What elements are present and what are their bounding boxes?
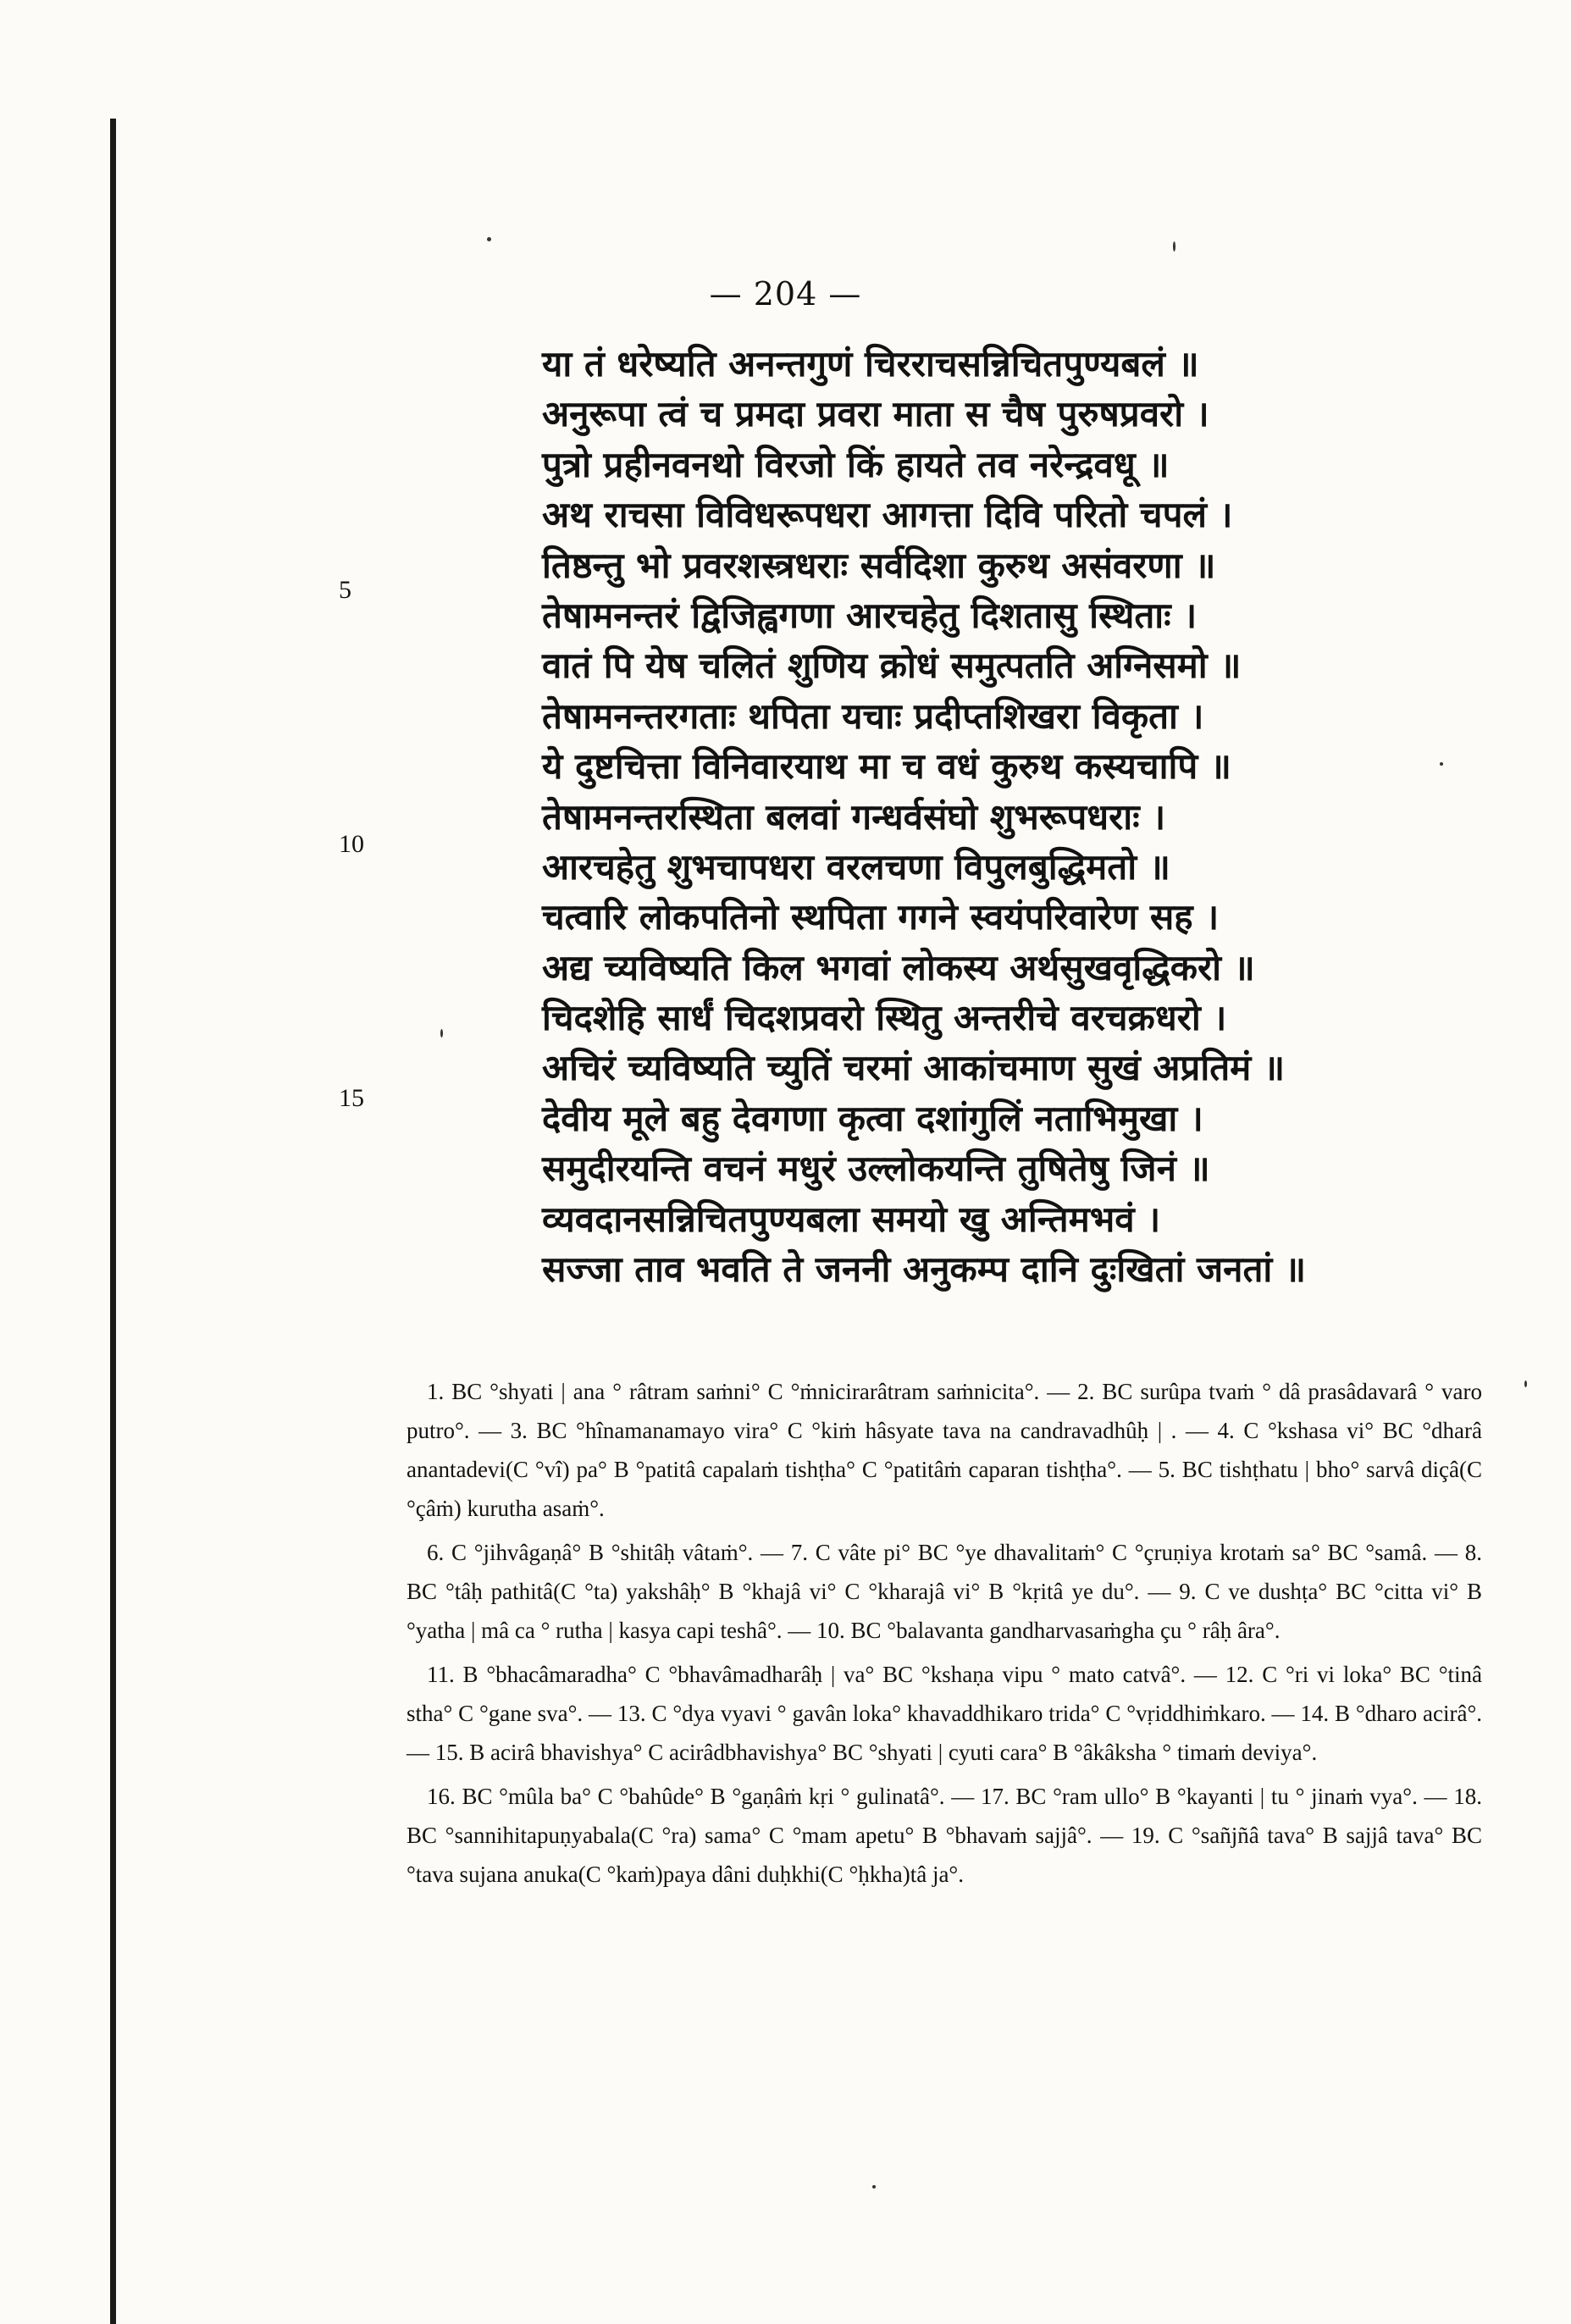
verse-line: अनुरूपा त्वं च प्रमदा प्रवरा माता स चैष पुरुषप्रवरो ।	[542, 393, 1209, 435]
verse-line: या तं धरेष्यति अनन्तगुणं चिरराचसन्निचितपुण्यबलं ॥	[542, 343, 1199, 385]
binding-gutter-line	[110, 119, 116, 2324]
verse-line: चिदशेहि सार्धं चिदशप्रवरो स्थितु अन्तरीचे वरचक्रधरो ।	[542, 997, 1227, 1039]
line-number-marker: 15	[339, 1084, 364, 1112]
verse-line: सज्जा ताव भवति ते जननी अनुकम्प दानि दुःखितां जनतां ॥	[542, 1248, 1307, 1291]
scan-speck	[1524, 1381, 1527, 1387]
verse-line: चत्वारि लोकपतिनो स्थपिता गगने स्वयंपरिवारेण सह ।	[542, 896, 1220, 938]
verse-line: अथ राचसा विविधरूपधरा आगत्ता दिवि परितो चपलं ।	[542, 494, 1233, 536]
verse-line: तेषामनन्तरं द्विजिह्वगणा आरचहेतु दिशतासु स्थिताः ।	[542, 594, 1198, 636]
page-number: — 204 —	[709, 275, 862, 313]
scan-speck	[872, 2185, 876, 2188]
verse-line: ये दुष्टचित्ता विनिवारयाथ मा च वधं कुरुथ कस्यचापि ॥	[542, 745, 1231, 788]
line-number-marker: 10	[339, 830, 364, 858]
verse-line: तेषामनन्तरस्थिता बलवां गन्धर्वसंघो शुभरूपधराः ।	[542, 795, 1166, 838]
footnote-paragraph: 11. B °bhacâmaradha° C °bhavâmadharâḥ | va° BC °kshaṇa vipu ° mato catvâ°. — 12. C °ri vi loka° BC °tinâ stha° C °gane sva°. — 13. C °dya vyavi ° gavân loka° khavaddhikaro trida° C °vṛiddhiṁkaro. — 14. B °dharo acirâ°. — 15. B acirâ bhavishya° C acirâdbhavishya° BC °shyati | cyuti cara° B °âkâksha ° timaṁ deviya°.	[407, 1662, 1482, 1765]
footnote-paragraph: 1. BC °shyati | ana ° râtram saṁni° C °ṁnicirarâtram saṁnicita°. — 2. BC surûpa tvaṁ ° dâ prasâdavarâ ° varo putro°. — 3. BC °hînamanamayo vira° C °kiṁ hâsyate tava na candravadhûḥ | . — 4. C °kshasa vi° BC °dharâ anantadevi(C °vî) pa° B °patitâ capalaṁ tishṭha° C °patitâṁ caparan tishṭha°. — 5. BC tishṭhatu | bho° sarvâ diçâ(C °çâṁ) kurutha asaṁ°.	[407, 1379, 1482, 1521]
scan-speck	[1173, 241, 1175, 252]
verse-line: तिष्ठन्तु भो प्रवरशस्त्रधराः सर्वदिशा कुरुथ असंवरणा ॥	[542, 544, 1216, 586]
footnote-paragraph: 6. C °jihvâgaṇâ° B °shitâḥ vâtaṁ°. — 7. C vâte pi° BC °ye dhavalitaṁ° C °çruṇiya krotaṁ sa° BC °samâ. — 8. BC °tâḥ pathitâ(C °ta) yakshâḥ° B °khajâ vi° C °kharajâ vi° B °kṛitâ ye du°. — 9. C ve dushṭa° BC °citta vi° B °yatha | mâ ca ° rutha | kasya capi teshâ°. — 10. BC °balavanta gandharvasaṁgha çu ° râḥ âra°.	[407, 1540, 1482, 1643]
scan-speck	[440, 1029, 443, 1038]
verse-line: व्यवदानसन्निचितपुण्यबला समयो खु अन्तिमभवं ।	[542, 1198, 1161, 1240]
scan-speck	[1440, 762, 1443, 766]
footnote-paragraph: 16. BC °mûla ba° C °bahûde° B °gaṇâṁ kṛi ° gulinatâ°. — 17. BC °ram ullo° B °kayanti | tu ° jinaṁ vya°. — 18. BC °sannihitapuṇyabala(C °ra) sama° C °mam apetu° B °bhavaṁ sajjâ°. — 19. C °sañjñâ tava° B sajjâ tava° BC °tava sujana anuka(C °kaṁ)paya dâni duḥkhi(C °ḥkha)tâ ja°.	[407, 1784, 1482, 1887]
verse-line: अचिरं च्यविष्यति च्युतिं चरमां आकांचमाण सुखं अप्रतिमं ॥	[542, 1047, 1286, 1089]
verse-line: अद्य च्यविष्यति किल भगवां लोकस्य अर्थसुखवृद्धिकरो ॥	[542, 946, 1255, 988]
line-number-marker: 5	[339, 576, 351, 604]
verse-line: वातं पि येष चलितं शुणिय क्रोधं समुत्पतति अग्निसमो ॥	[542, 645, 1242, 687]
sanskrit-verse-block	[542, 339, 1389, 1294]
verse-line: आरचहेतु शुभचापधरा वरलचणा विपुलबुद्धिमतो ॥	[542, 845, 1170, 888]
footnotes-block	[407, 1372, 1482, 1899]
verse-line: समुदीरयन्ति वचनं मधुरं उल्लोकयन्ति तुषितेषु जिनं ॥	[542, 1148, 1210, 1190]
verse-line: देवीय मूले बहु देवगणा कृत्वा दशांगुलिं नताभिमुखा ।	[542, 1097, 1203, 1139]
scan-speck	[487, 237, 491, 241]
verse-line: पुत्रो प्रहीनवनथो विरजो किं हायते तव नरेन्द्रवधू ॥	[542, 443, 1170, 485]
verse-line: तेषामनन्तरगताः थपिता यचाः प्रदीप्तशिखरा विकृता ।	[542, 694, 1204, 737]
